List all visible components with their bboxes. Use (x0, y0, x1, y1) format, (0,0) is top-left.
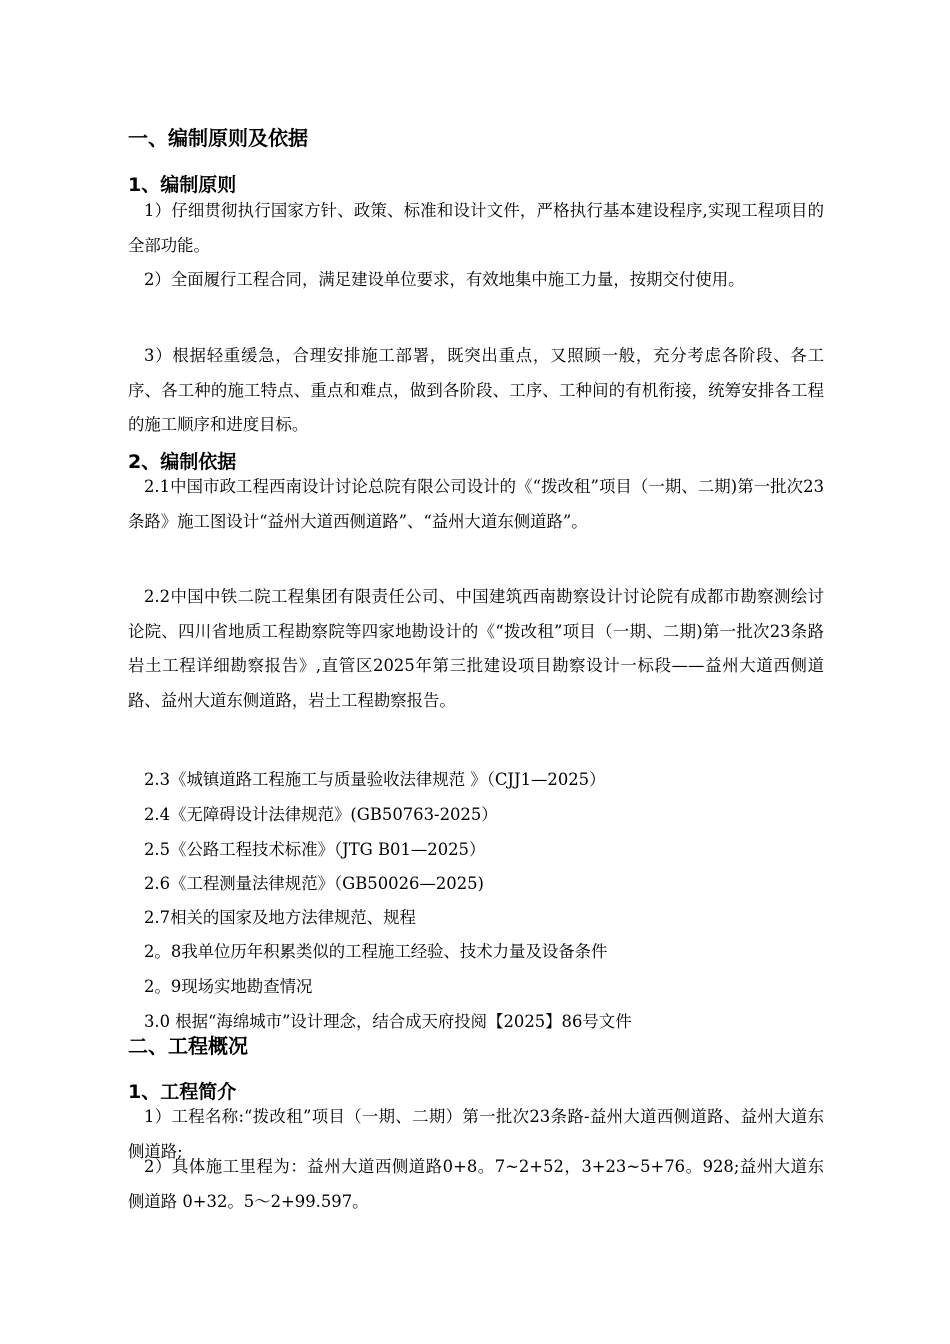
principle-item-2: 2）全面履行工程合同，满足建设单位要求，有效地集中施工力量，按期交付使用。 (144, 270, 745, 289)
basis-item-2-6: 2.6《工程测量法律规范》（GB50026—2025) (144, 874, 484, 893)
project-intro-item-2: 2）具体施工里程为：益州大道西侧道路0+8。7~2+52，3+23~5+76。928;益州大道东侧道路 0+32。5～2+99.597。 (128, 1157, 824, 1211)
section-heading-principles-basis: 一、编制原则及依据 (128, 126, 308, 150)
basis-item-2-2: 2.2中国中铁二院工程集团有限责任公司、中国建筑西南勘察设计讨论院有成都市勘察测绘讨论院、四川省地质工程勘察院等四家地勘设计的《“拨改租”项目（一期、二期)第一批次23条路岩土工程详细勘察报告》,直管区2025年第三批建设项目勘察设计一标段——益州大道西侧道路、益州大道东侧道路，岩土工程勘察报告。 (128, 587, 824, 710)
subsection-heading-basis: 2、编制依据 (128, 451, 237, 473)
subsection-heading-project-intro: 1、工程简介 (128, 1081, 237, 1103)
basis-item-2-8: 2。8我单位历年积累类似的工程施工经验、技术力量及设备条件 (144, 942, 608, 961)
basis-item-2-7: 2.7相关的国家及地方法律规范、规程 (144, 908, 416, 927)
principle-item-1: 1）仔细贯彻执行国家方针、政策、标准和设计文件，严格执行基本建设程序,实现工程项目的全部功能。 (128, 201, 824, 255)
basis-item-2-1: 2.1中国市政工程西南设计讨论总院有限公司设计的《“拨改租”项目（一期、二期)第一批次23条路》施工图设计“益州大道西侧道路”、“益州大道东侧道路”。 (128, 477, 824, 531)
subsection-heading-principles: 1、编制原则 (128, 174, 237, 196)
basis-item-2-4: 2.4《无障碍设计法律规范》(GB50763-2025） (144, 805, 498, 824)
section-heading-project-overview: 二、工程概况 (128, 1034, 248, 1058)
basis-item-2-3: 2.3《城镇道路工程施工与质量验收法律规范 》（CJJ1—2025） (144, 770, 606, 789)
principle-item-3: 3）根据轻重缓急，合理安排施工部署，既突出重点，又照顾一般，充分考虑各阶段、各工序、各工种的施工特点、重点和难点，做到各阶段、工序、工种间的有机衔接，统筹安排各工程的施工顺序和进度目标。 (128, 346, 824, 434)
basis-item-3-0: 3.0 根据“海绵城市”设计理念，结合成天府投阅【2025】86号文件 (144, 1012, 632, 1031)
basis-item-2-5: 2.5《公路工程技术标准》（JTG B01—2025） (144, 840, 486, 859)
project-intro-item-1: 1）工程名称:“拨改租”项目（一期、二期）第一批次23条路-益州大道西侧道路、益州大道东侧道路; (128, 1107, 824, 1161)
basis-item-2-9: 2。9现场实地勘查情况 (144, 977, 313, 996)
